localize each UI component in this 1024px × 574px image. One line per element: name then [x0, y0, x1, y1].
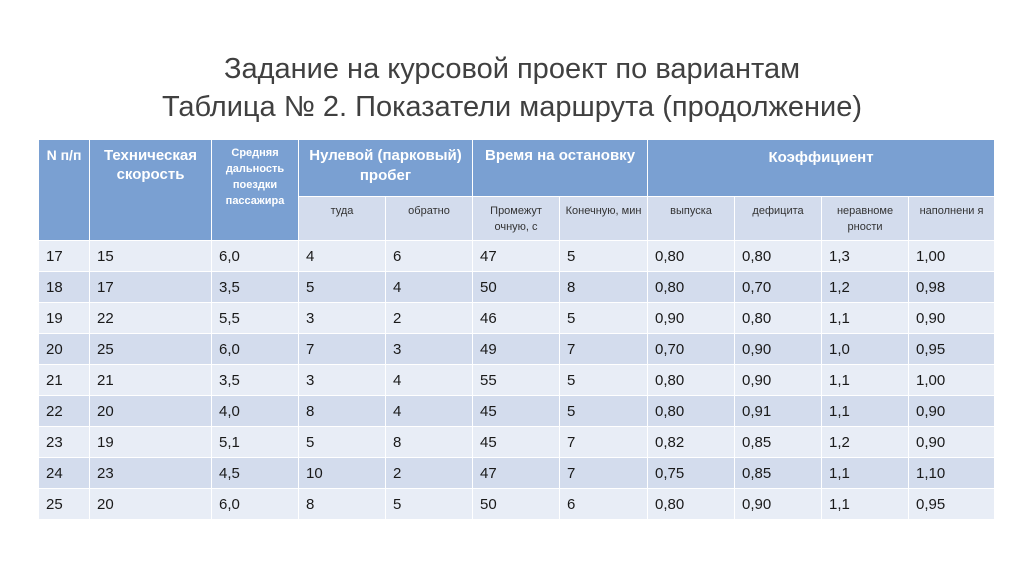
table-cell: 0,80 — [735, 241, 822, 272]
table-cell: 4,0 — [212, 396, 299, 427]
table-cell: 8 — [299, 396, 386, 427]
table-cell: 2 — [386, 458, 473, 489]
table-cell: 17 — [90, 272, 212, 303]
table-cell: 4 — [386, 365, 473, 396]
slide-title — [0, 50, 1024, 126]
table-cell: 5 — [386, 489, 473, 520]
table-cell: 5 — [560, 365, 648, 396]
table-row — [39, 396, 995, 427]
table-cell: 6,0 — [212, 241, 299, 272]
table-row — [39, 489, 995, 520]
subheader-filling: наполнени я — [909, 197, 995, 241]
subheader-back: обратно — [386, 197, 473, 241]
table-cell: 3 — [299, 303, 386, 334]
table-cell: 1,3 — [822, 241, 909, 272]
route-indicators-table — [38, 139, 995, 520]
table-cell: 18 — [39, 272, 90, 303]
title-line-1: Задание на курсовой проект по вариантам — [223, 53, 801, 85]
table-cell: 0,90 — [735, 334, 822, 365]
table-cell: 8 — [386, 427, 473, 458]
subheader-there: туда — [299, 197, 386, 241]
table-cell: 0,90 — [735, 365, 822, 396]
table-cell: 5 — [299, 427, 386, 458]
table-row — [39, 303, 995, 334]
table-row — [39, 334, 995, 365]
table-cell: 50 — [473, 489, 560, 520]
table-cell: 1,1 — [822, 396, 909, 427]
table-cell: 0,75 — [648, 458, 735, 489]
table-cell: 5,5 — [212, 303, 299, 334]
table-cell: 0,85 — [735, 427, 822, 458]
table-cell: 1,10 — [909, 458, 995, 489]
table-cell: 0,90 — [909, 396, 995, 427]
table-cell: 6,0 — [212, 334, 299, 365]
table-cell: 0,85 — [735, 458, 822, 489]
table-cell: 45 — [473, 396, 560, 427]
table-cell: 1,1 — [822, 458, 909, 489]
table-cell: 21 — [39, 365, 90, 396]
subheader-intermediate: Промежут очную, с — [473, 197, 560, 241]
table-row — [39, 272, 995, 303]
table-cell: 0,90 — [648, 303, 735, 334]
table-cell: 3,5 — [212, 365, 299, 396]
table-cell: 0,95 — [909, 489, 995, 520]
table-cell: 19 — [39, 303, 90, 334]
table-cell: 2 — [386, 303, 473, 334]
table-row — [39, 427, 995, 458]
table-cell: 25 — [39, 489, 90, 520]
header-stop-time: Время на остановку — [473, 140, 648, 197]
table-cell: 4,5 — [212, 458, 299, 489]
table-cell: 0,80 — [648, 272, 735, 303]
table-cell: 47 — [473, 241, 560, 272]
table-cell: 49 — [473, 334, 560, 365]
table-cell: 0,70 — [648, 334, 735, 365]
table-cell: 5 — [560, 241, 648, 272]
table-cell: 4 — [299, 241, 386, 272]
table-cell: 0,90 — [909, 303, 995, 334]
table-cell: 0,80 — [648, 396, 735, 427]
table-cell: 55 — [473, 365, 560, 396]
header-coefficient: Коэффициент — [648, 140, 995, 197]
table-cell: 7 — [299, 334, 386, 365]
table-cell: 1,1 — [822, 489, 909, 520]
table-cell: 3,5 — [212, 272, 299, 303]
table-cell: 0,80 — [648, 365, 735, 396]
table-row — [39, 458, 995, 489]
table-cell: 1,1 — [822, 365, 909, 396]
table-cell: 7 — [560, 458, 648, 489]
table-cell: 7 — [560, 334, 648, 365]
table-cell: 20 — [39, 334, 90, 365]
table-cell: 22 — [39, 396, 90, 427]
table-cell: 0,80 — [648, 489, 735, 520]
table-cell: 0,98 — [909, 272, 995, 303]
table-cell: 4 — [386, 396, 473, 427]
table-cell: 23 — [39, 427, 90, 458]
table-cell: 10 — [299, 458, 386, 489]
table-cell: 20 — [90, 396, 212, 427]
table-cell: 50 — [473, 272, 560, 303]
table-cell: 0,95 — [909, 334, 995, 365]
table-row — [39, 365, 995, 396]
table-cell: 1,00 — [909, 241, 995, 272]
table-cell: 4 — [386, 272, 473, 303]
table-cell: 0,91 — [735, 396, 822, 427]
table-cell: 1,0 — [822, 334, 909, 365]
table-cell: 19 — [90, 427, 212, 458]
subheader-unevenness: неравноме рности — [822, 197, 909, 241]
table-cell: 0,80 — [648, 241, 735, 272]
table-cell: 3 — [386, 334, 473, 365]
table-cell: 6 — [560, 489, 648, 520]
table-cell: 21 — [90, 365, 212, 396]
table-cell: 20 — [90, 489, 212, 520]
table-cell: 1,1 — [822, 303, 909, 334]
header-zero-run: Нулевой (парковый) пробег — [299, 140, 473, 197]
table-cell: 5 — [299, 272, 386, 303]
table-cell: 1,2 — [822, 272, 909, 303]
table-cell: 3 — [299, 365, 386, 396]
table-cell: 45 — [473, 427, 560, 458]
table-cell: 8 — [299, 489, 386, 520]
table-cell: 17 — [39, 241, 90, 272]
table-row — [39, 241, 995, 272]
table-cell: 25 — [90, 334, 212, 365]
header-tech-speed: Техническая скорость — [90, 140, 212, 241]
table-cell: 8 — [560, 272, 648, 303]
title-line-2: Таблица № 2. Показатели маршрута (продолжение) — [161, 91, 863, 123]
subheader-release: выпуска — [648, 197, 735, 241]
table-cell: 1,00 — [909, 365, 995, 396]
table-cell: 0,90 — [735, 489, 822, 520]
table-cell: 1,2 — [822, 427, 909, 458]
table-cell: 47 — [473, 458, 560, 489]
subheader-deficit: дефицита — [735, 197, 822, 241]
table-body — [39, 241, 995, 520]
table-cell: 5 — [560, 303, 648, 334]
table-cell: 5 — [560, 396, 648, 427]
table-cell: 0,90 — [909, 427, 995, 458]
subheader-terminal: Конечную, мин — [560, 197, 648, 241]
header-avg-distance: Средняя дальность поездки пассажира — [212, 140, 299, 241]
header-number: N п/п — [39, 140, 90, 241]
table-cell: 0,82 — [648, 427, 735, 458]
table-cell: 0,80 — [735, 303, 822, 334]
table-cell: 46 — [473, 303, 560, 334]
table-cell: 7 — [560, 427, 648, 458]
table-cell: 23 — [90, 458, 212, 489]
table-cell: 22 — [90, 303, 212, 334]
table-cell: 24 — [39, 458, 90, 489]
table-cell: 5,1 — [212, 427, 299, 458]
table-cell: 15 — [90, 241, 212, 272]
table-cell: 0,70 — [735, 272, 822, 303]
table-cell: 6 — [386, 241, 473, 272]
table-cell: 6,0 — [212, 489, 299, 520]
